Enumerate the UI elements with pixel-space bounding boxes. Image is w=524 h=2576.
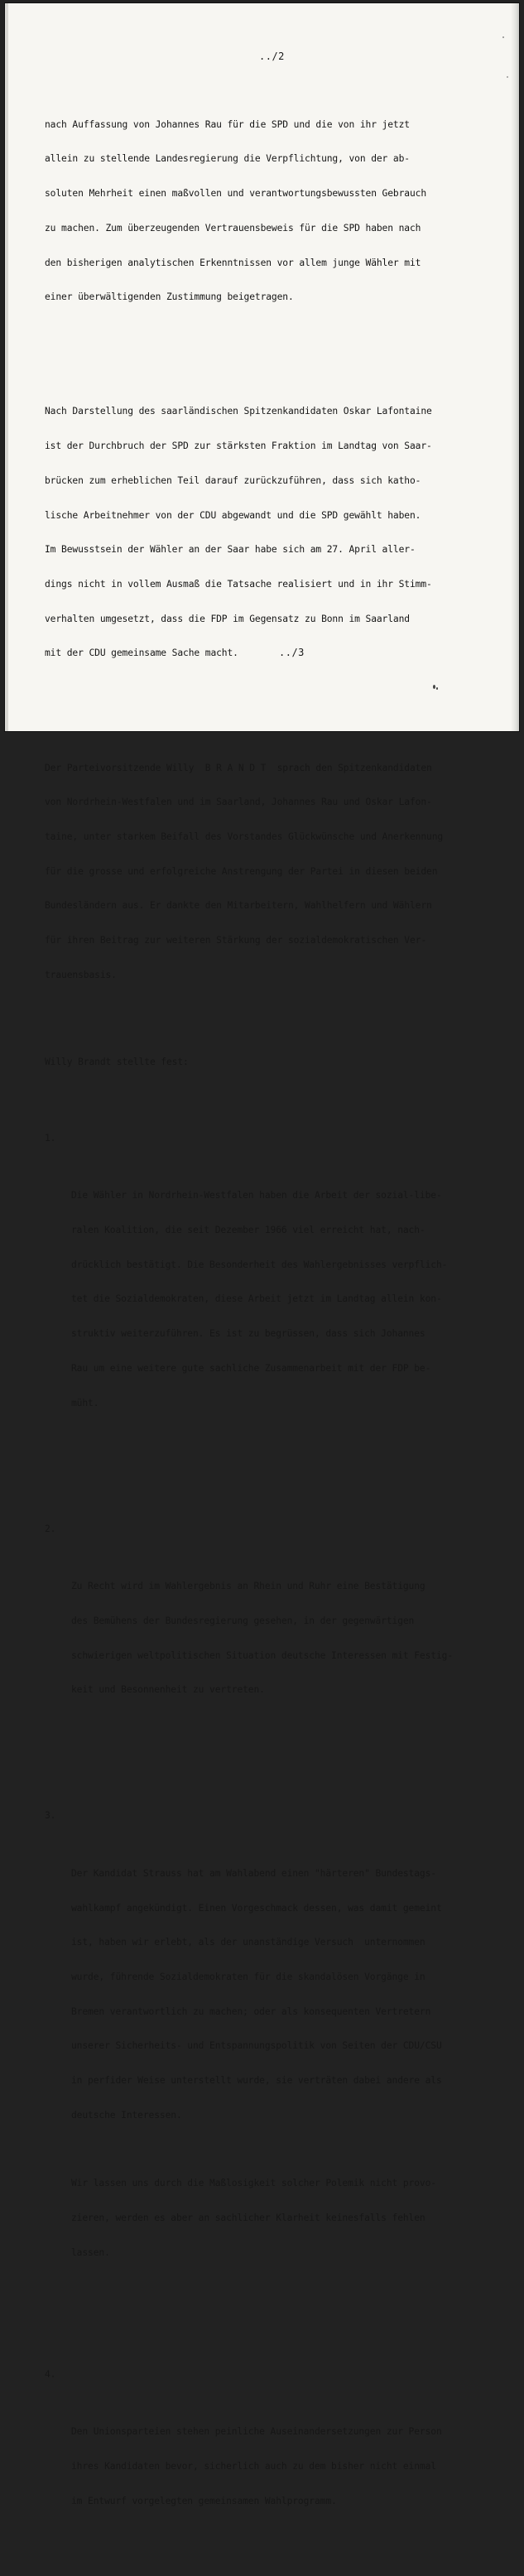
list-item-2: 2. Zu Recht wird im Wahlergebnis an Rhein und Ruhr eine Bestätigung des Bemühens der Bundesregierung gesehen, in der gegenwärtigen schwierigen weltpolitischen Situation deutsche Interessen mit Festig- keit und Besonnenheit zu vertreten. bbox=[45, 1523, 454, 1696]
list-item-3: 3. Der Kandidat Strauss hat am Wahlabend einen "härteren" Bundestags- wahlkampf angekündigt. Einen Vorgeschmack dessen, was damit gemeint ist, haben wir erlebt, als der unanständige Versuch unternommen wurde, führende Sozialdemokraten für die skandalösen Vorgänge in Bremen verantwortlich zu machen; oder als konsequenten Vertretern unserer Sicherheits- und Entspannungspolitik von Seiten der CDU/CSU in perfider Weise unterstellt wurde, sie verträten dabei andere als deutsche Interessen. Wir lassen uns durch die Maßlosigkeit solcher Polemik nicht provo- zieren, werden es aber an sachlicher Klarheit keinesfalls fehlen lassen. bbox=[45, 1810, 442, 2258]
list-item-4: 4. Den Unionsparteien stehen peinliche Auseinandersetzungen zur Person ihres Kandidaten bevor, sicherlich auch zu dem bisher nicht einmal im Entwurf vorgelegten gemeinsamen Wahlprogramm. bbox=[45, 2368, 442, 2506]
scan-speck bbox=[502, 36, 504, 38]
list-number: 1. bbox=[45, 1132, 56, 1144]
list-intro: Willy Brandt stellte fest: bbox=[45, 1057, 189, 1068]
list-number: 2. bbox=[45, 1523, 56, 1534]
paragraph-3: Der Parteivorsitzende Willy B R A N D T sprach den Spitzenkandidaten von Nordrhein-Westfalen und im Saarland, Johannes Rau und Oskar Lafon- taine, unter starkem Beifall des Vorstandes Glückwünsche und Anerkennung für die grosse und erfolgreiche Anstrengung der Partei in diesen beiden Bundesländern aus. Er dankte den Mitarbeitern, Wahlhelfern und Wählern für ihren Beitrag zur weiteren Stärkung der sozialdemokratischen Ver- trauensbasis. bbox=[45, 762, 444, 980]
list-number: 3. bbox=[45, 1810, 56, 1822]
list-item-1: 1. Die Wähler in Nordrhein-Westfalen haben die Arbeit der sozial-libe- ralen Koalition, die seit Dezember 1966 viel erreicht hat, nach- drücklich bestätigt. Die Besonderheit des Wahlergebnisses verpflich- tet die Sozialdemokraten, diese Arbeit jetzt im Landtag allein kon- struktiv weiterzuführen. Es ist zu begrüssen, dass sich Johannes Rau um eine weitere gute sachliche Zusammenarbeit mit der FDP be- müht. bbox=[45, 1132, 448, 1408]
scan-speck bbox=[507, 76, 508, 78]
paragraph-1: nach Auffassung von Johannes Rau für die SPD und die von ihr jetzt allein zu stellende Landesregierung die Verpflichtung, von der ab- soluten Mehrheit einen maßvollen und verantwortungsbewussten Gebrauch zu machen. Zum überzeugenden Vertrauensbeweis für die SPD haben nach den bisherigen analytischen Erkenntnissen vor allem junge Wähler mit einer überwältigenden Zustimmung beigetragen. bbox=[45, 118, 427, 303]
scan-edge-left bbox=[5, 3, 8, 731]
header-page-reference: ../2 bbox=[259, 51, 285, 62]
scan-speck bbox=[436, 687, 438, 690]
document-page bbox=[5, 3, 519, 2506]
body-text bbox=[45, 73, 498, 2576]
footer-page-reference: ../3 bbox=[279, 647, 305, 658]
scan-edge-right bbox=[511, 3, 519, 731]
paragraph-2: Nach Darstellung des saarländischen Spitzenkandidaten Oskar Lafontaine ist der Durchbruch der SPD zur stärksten Fraktion im Landtag von Saar- brücken zum erheblichen Teil darauf zurückzuführen, dass sich katho- lische Arbeitnehmer von der CDU abgewandt und die SPD gewählt haben. Im Bewusstsein der Wähler an der Saar habe sich am 27. April aller- dings nicht in vollem Ausmaß die Tatsache realisiert und in ihr Stimm- verhalten umgesetzt, dass die FDP im Gegensatz zu Bonn im Saarland mit der CDU gemeinsame Sache macht. bbox=[45, 406, 432, 659]
scan-speck bbox=[433, 685, 435, 689]
list-number: 4. bbox=[45, 2368, 56, 2380]
